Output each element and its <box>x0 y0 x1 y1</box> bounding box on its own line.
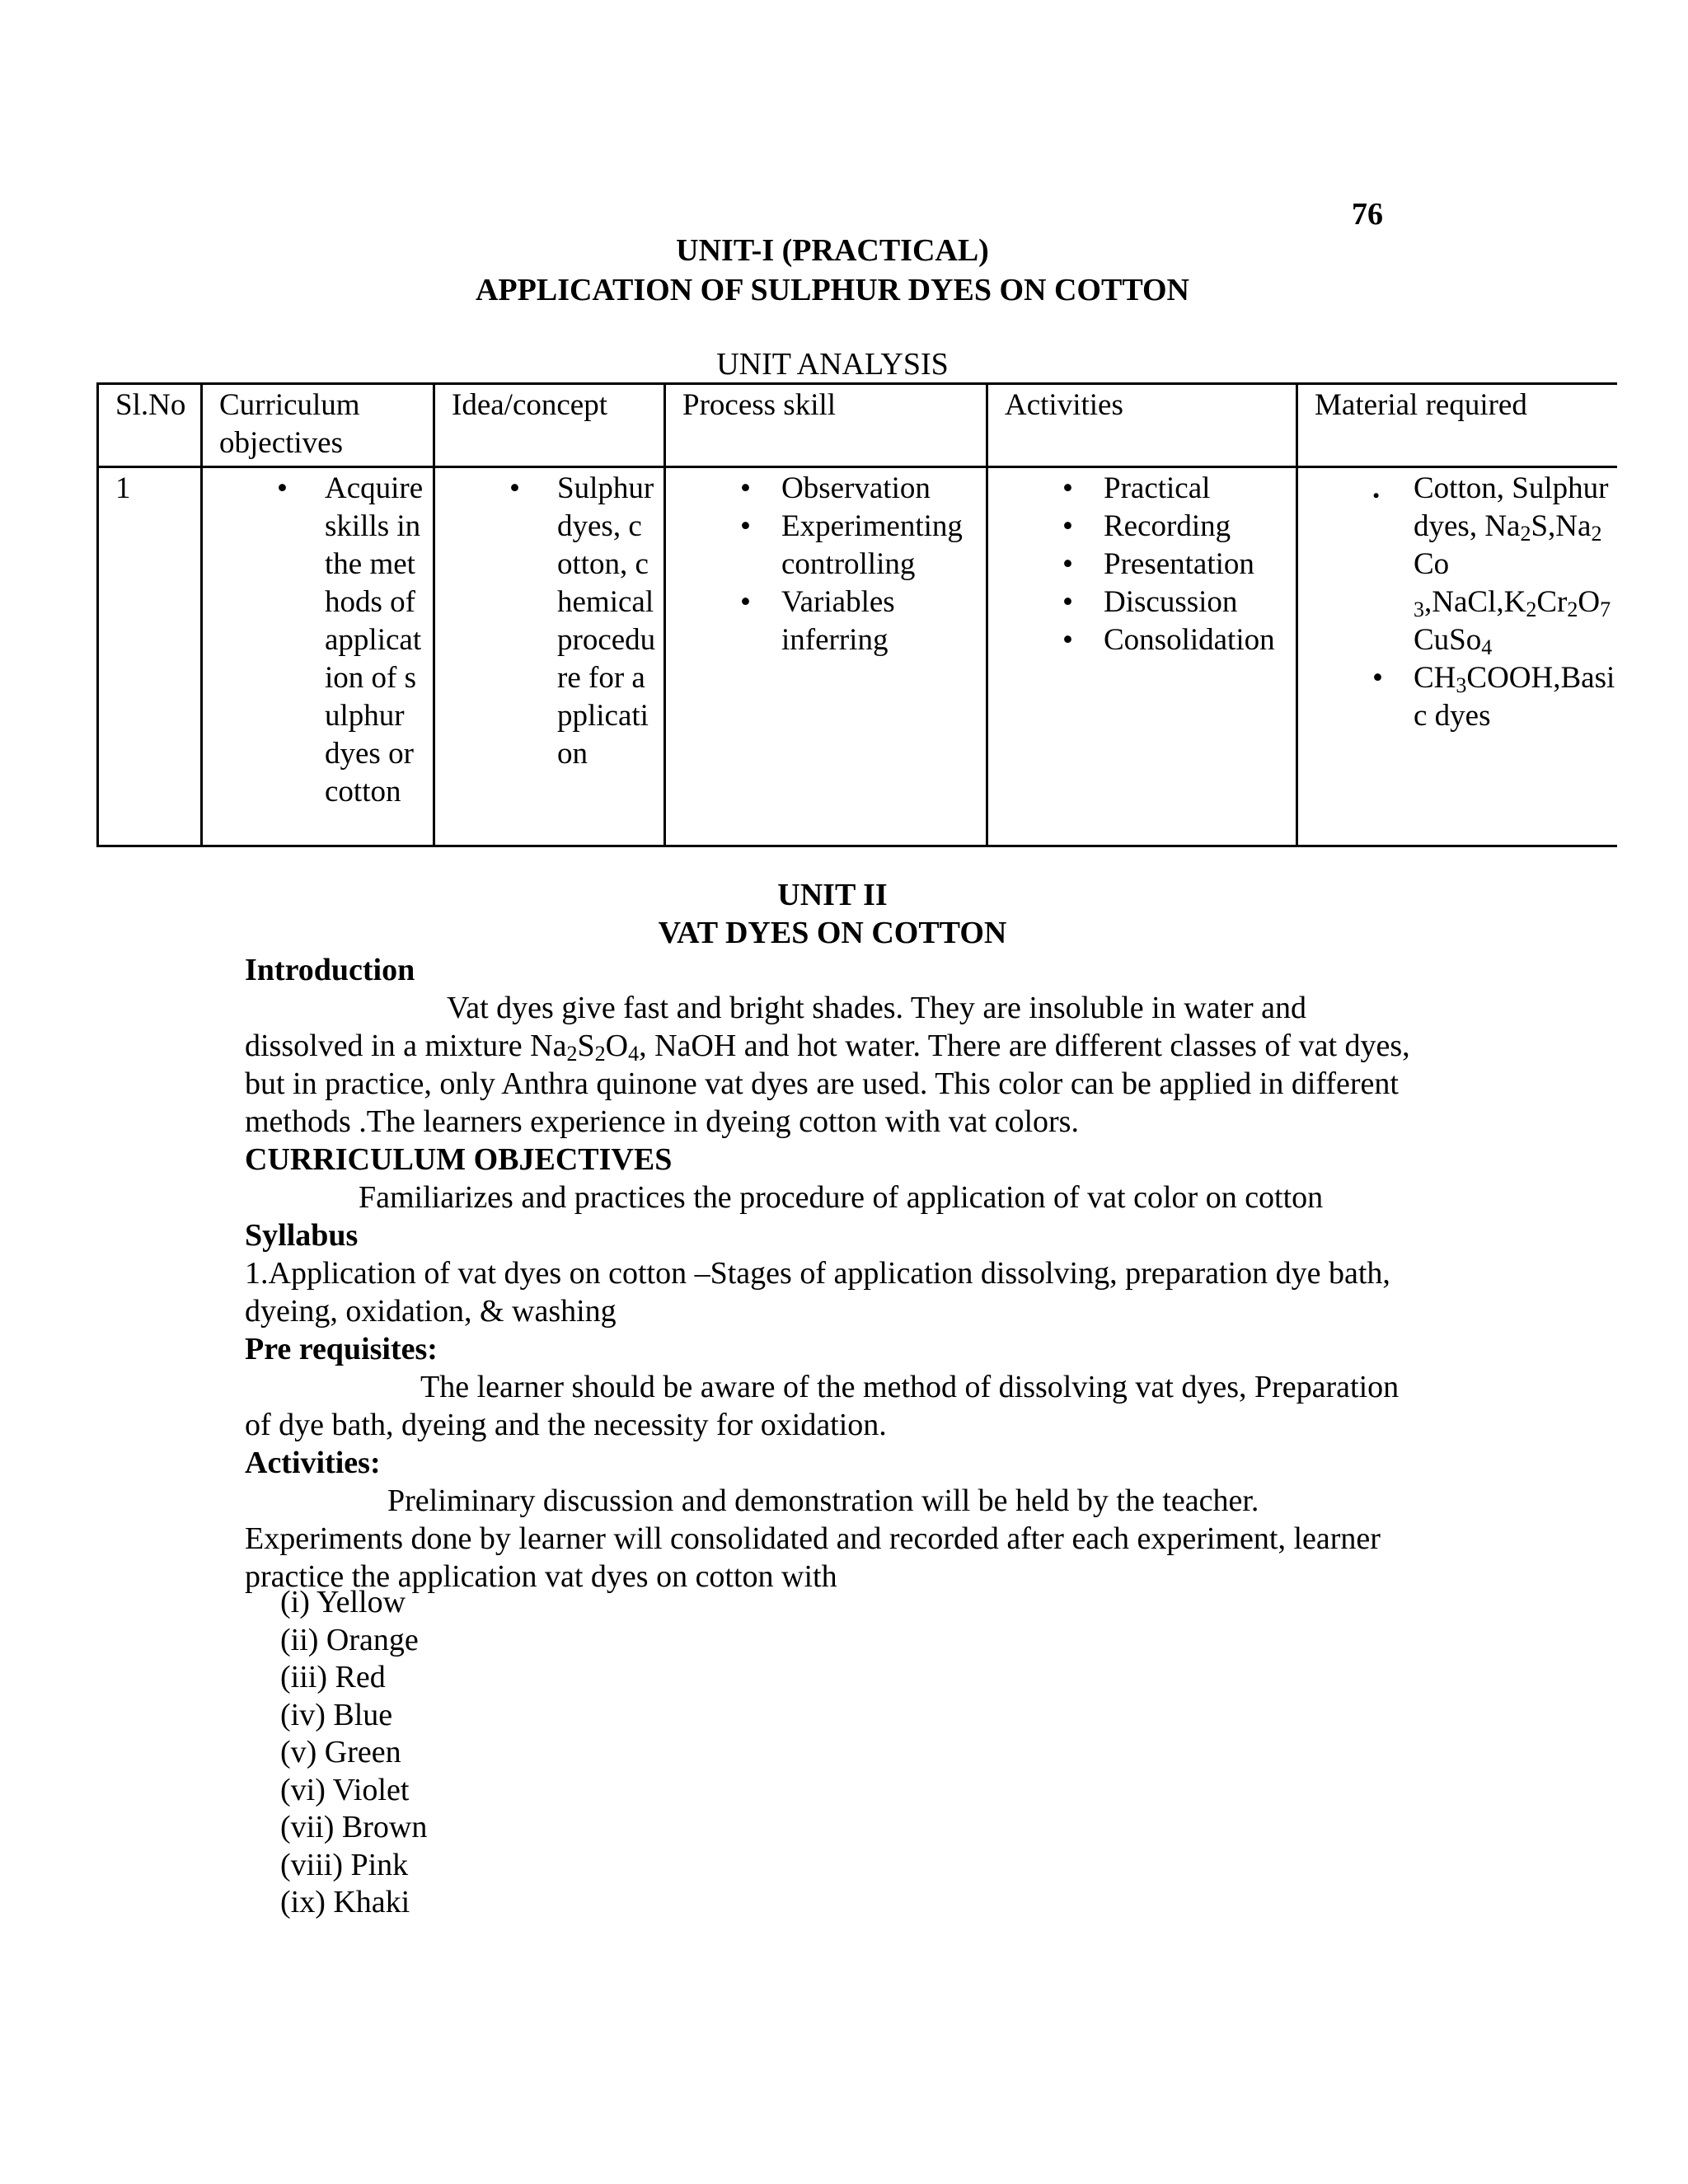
list-item: • Discussion <box>1005 583 1279 621</box>
page-number: 76 <box>1352 197 1383 232</box>
list-item: (vii) Brown <box>280 1810 428 1844</box>
list-item: (iii) Red <box>280 1660 386 1694</box>
header-idea-concept: Idea/concept <box>434 384 665 467</box>
unit2-title: UNIT II <box>777 878 888 912</box>
cell-idea-concept <box>434 467 665 846</box>
curriculum-objectives-text: Familiarizes and practices the procedure of application of vat color on cotton <box>359 1180 1324 1215</box>
activities-text: Preliminary discussion and demonstration will be held by the teacher. Experiments done by learner will consolidated and recorded after each experiment, learner practice the application vat dyes on cotton with <box>245 1483 1381 1594</box>
table-row <box>98 467 1617 846</box>
list-item: • Variables inferring <box>682 583 969 659</box>
list-item: • Presentation <box>1005 546 1279 583</box>
color-list <box>280 1584 427 1922</box>
unit-analysis-caption: UNIT ANALYSIS <box>716 347 949 382</box>
table-header-row <box>98 384 1617 467</box>
list-item: • Experimenting controlling <box>682 508 969 583</box>
list-item: (iv) Blue <box>280 1697 393 1732</box>
prerequisites-heading: Pre requisites: <box>245 1332 438 1366</box>
cell-curriculum-objectives <box>202 467 434 846</box>
list-item: (viii) Pink <box>280 1847 409 1882</box>
list-item: (ix) Khaki <box>280 1885 410 1919</box>
syllabus-heading: Syllabus <box>245 1218 359 1253</box>
introduction-paragraph: Vat dyes give fast and bright shades. They are insoluble in water and dissolved in a mixture $Na_2S_2O_4$, NaOH and hot water. There are different classes of vat dyes, but in practice, only Anthra quinone vat dyes are used. This color can be applied in different methods .The learners experience in dyeing cotton with vat colors. <box>245 991 1410 1139</box>
unit1-title: UNIT-I (PRACTICAL) <box>676 233 989 268</box>
list-item: • Observation <box>682 470 969 508</box>
unit1-subtitle: APPLICATION OF SULPHUR DYES ON COTTON <box>475 273 1189 307</box>
vat-dyes-body <box>245 951 1415 1596</box>
list-item: • Practical <box>1005 470 1279 508</box>
cell-process-skill <box>665 467 987 846</box>
header-activities: Activities <box>987 384 1297 467</box>
cell-sl-no: 1 <box>98 467 202 846</box>
list-item: • Consolidation <box>1005 621 1279 659</box>
list-item: • Recording <box>1005 508 1279 546</box>
header-material-required: Material required <box>1297 384 1617 467</box>
list-item: (ii) Orange <box>280 1622 419 1657</box>
list-item: (vi) Violet <box>280 1772 410 1807</box>
introduction-heading: Introduction <box>245 953 415 987</box>
cell-material-required <box>1297 467 1617 846</box>
header-sl-no: Sl.No <box>98 384 202 467</box>
prerequisites-text: The learner should be aware of the method of dissolving vat dyes, Preparation of dye bath, dyeing and the necessity for oxidation. <box>245 1370 1400 1442</box>
list-item: (v) Green <box>280 1735 401 1769</box>
cell-activities <box>987 467 1297 846</box>
header-process-skill: Process skill <box>665 384 987 467</box>
list-item: . Cotton, Sulphur dyes, $Na_2S,Na_2$ Co $_3,NaCl,K_2Cr_2O_7$ CuSo$_4$ <box>1315 470 1617 659</box>
list-item: (i) Yellow <box>280 1585 406 1619</box>
unit-analysis-table <box>96 382 1617 847</box>
unit2-subtitle: VAT DYES ON COTTON <box>658 916 1007 950</box>
curriculum-objectives-heading: CURRICULUM OBJECTIVES <box>245 1142 673 1177</box>
syllabus-text: 1.Application of vat dyes on cotton –Stages of application dissolving, preparation dye bath, dyeing, oxidation, & washing <box>245 1256 1390 1329</box>
list-item: • Acquire skills in the methods of application of sulphur dyes or cotton <box>219 470 426 811</box>
activities-heading: Activities: <box>245 1446 381 1480</box>
list-item: • $CH_3COOH,Basic$ dyes <box>1315 659 1617 735</box>
list-item: • Sulphur dyes, cotton, chemical procedure for application <box>452 470 657 773</box>
header-curriculum-objectives: Curriculum objectives <box>202 384 434 467</box>
